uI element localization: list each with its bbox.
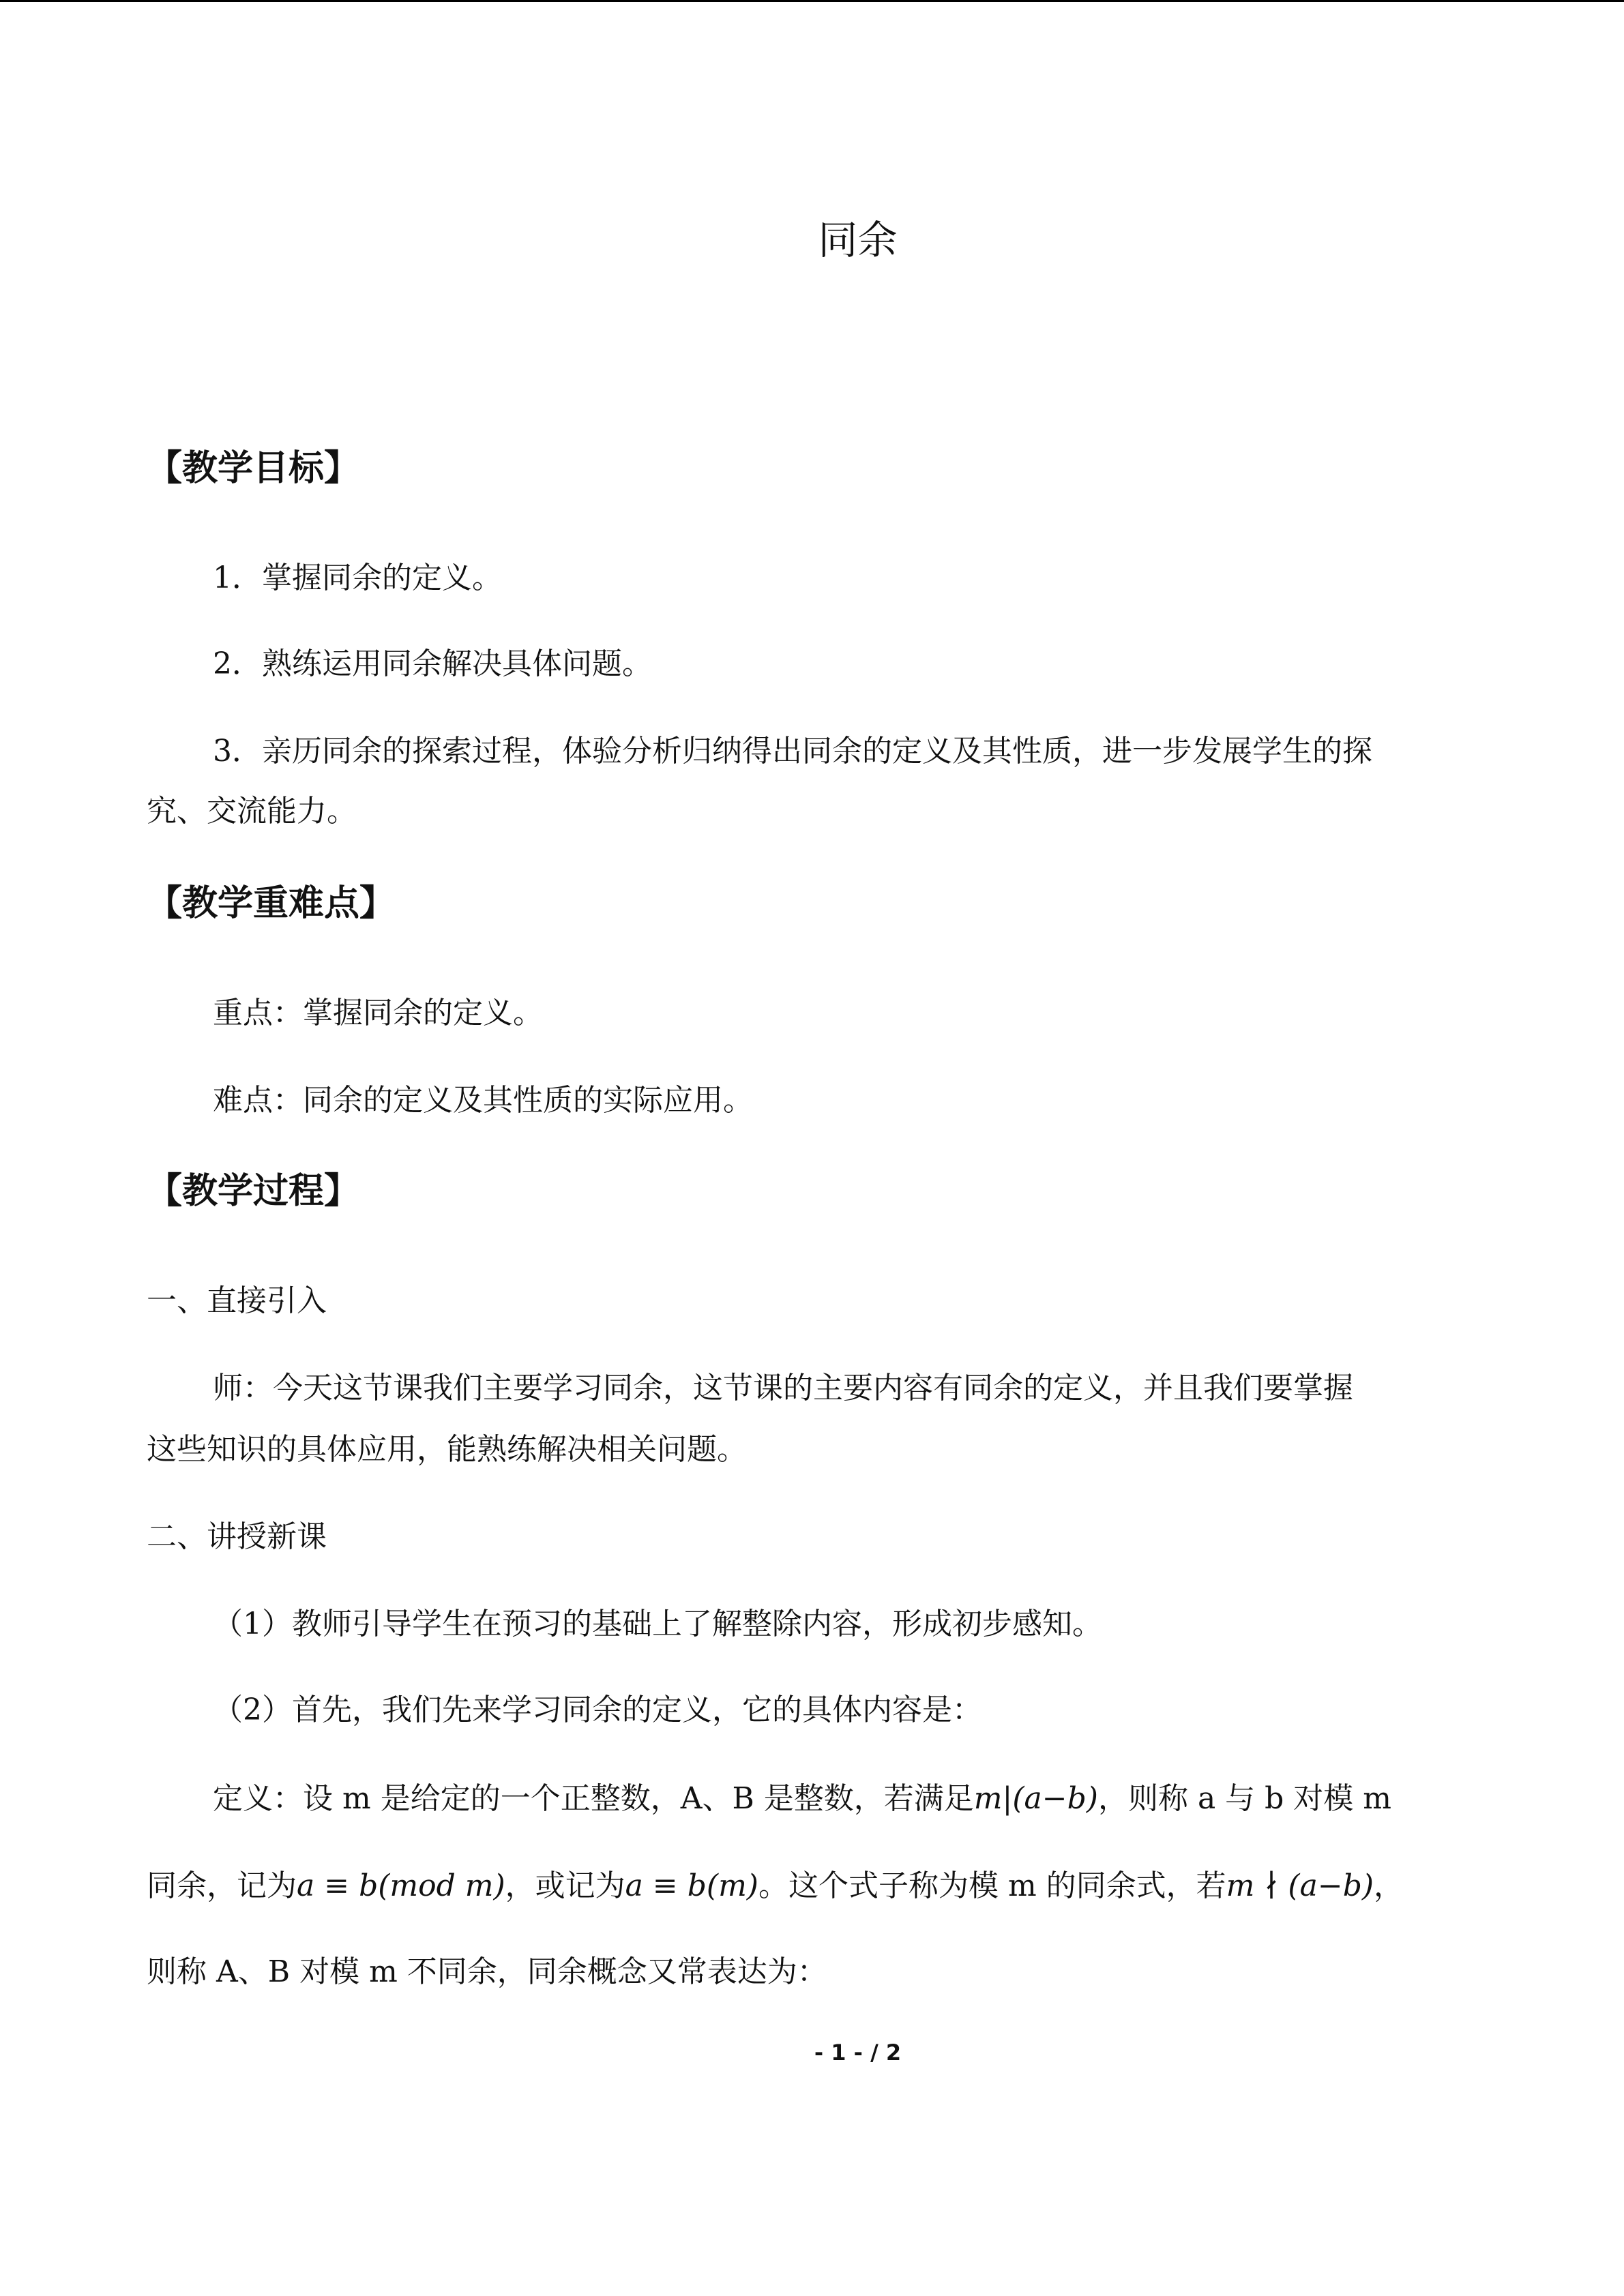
definition-line-3: 则称 A、B 对模 m 不同余，同余概念又常表达为： (147, 1954, 827, 1989)
part2-title: 二、讲授新课 (147, 1519, 327, 1554)
definition-line1-text-a: 定义：设 m 是给定的一个正整数，A、B 是整数，若满足 (213, 1781, 974, 1816)
process-step-2: （2）首先，我们先来学习同余的定义，它的具体内容是： (213, 1693, 982, 1727)
not-divides-formula: m ∤ (a−b) (1226, 1868, 1374, 1903)
key-difficulty-text: 难点：同余的定义及其性质的实际应用。 (213, 1083, 753, 1118)
definition-line2-text-d: ， (1374, 1868, 1404, 1903)
key-focus-text: 重点：掌握同余的定义。 (213, 996, 543, 1030)
heading-teaching-process: 【教学过程】 (147, 1171, 360, 1212)
divides-formula: m|(a−b) (973, 1781, 1098, 1816)
goal-item-1: 1．掌握同余的定义。 (213, 561, 502, 595)
congruence-formula-short: a ≡ b(m) (625, 1868, 758, 1903)
heading-key-points: 【教学重难点】 (147, 883, 396, 924)
heading-teaching-goals: 【教学目标】 (147, 448, 360, 489)
goal-item-2: 2．熟练运用同余解决具体问题。 (213, 646, 652, 681)
definition-line2-text-b: ，或记为 (505, 1868, 625, 1903)
part1-title: 一、直接引入 (147, 1283, 327, 1318)
definition-line2-text-c: 。这个式子称为模 m 的同余式，若 (758, 1868, 1226, 1903)
page-number: - 1 - / 2 (814, 2040, 902, 2066)
process-step-1: （1）教师引导学生在预习的基础上了解整除内容，形成初步感知。 (213, 1607, 1102, 1641)
definition-line-2 (147, 1866, 1483, 1907)
definition-line-1 (213, 1778, 1550, 1819)
definition-line1-text-b: ，则称 a 与 b 对模 m (1097, 1781, 1392, 1816)
congruence-formula-mod: a ≡ b(mod m) (297, 1868, 505, 1903)
part1-text-line2: 这些知识的具体应用，能熟练解决相关问题。 (147, 1432, 747, 1467)
goal-item-3: 3．亲历同余的探索过程，体验分析归纳得出同余的定义及其性质，进一步发展学生的探 (213, 734, 1372, 769)
definition-line2-text-a: 同余，记为 (147, 1868, 297, 1903)
document-title: 同余 (818, 217, 898, 263)
part1-text-line1: 师：今天这节课我们主要学习同余，这节课的主要内容有同余的定义，并且我们要掌握 (213, 1371, 1353, 1405)
goal-item-3-continued: 究、交流能力。 (147, 794, 357, 829)
